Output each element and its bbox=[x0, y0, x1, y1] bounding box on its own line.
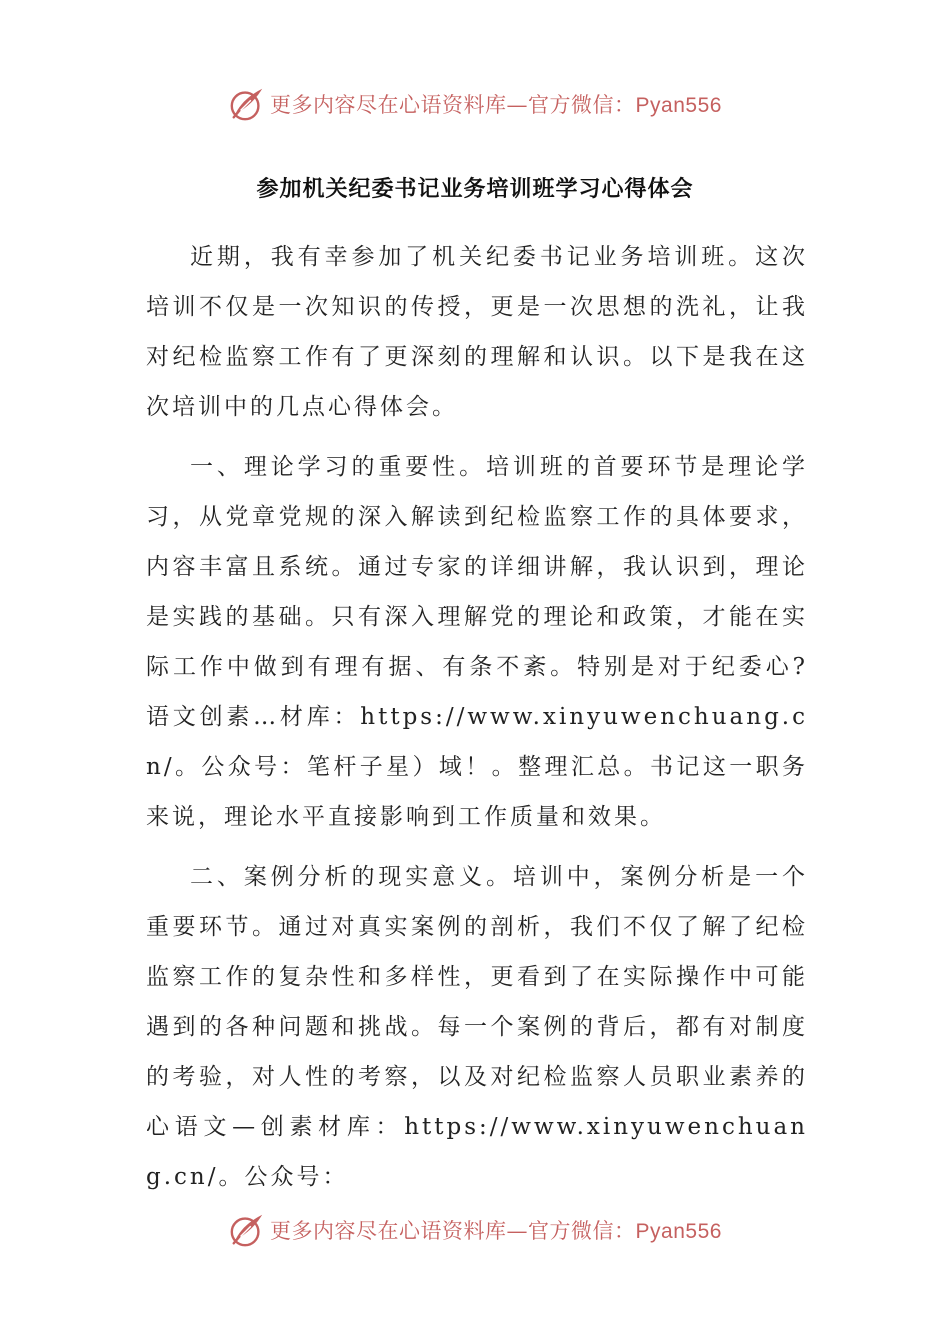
banner-text bbox=[270, 89, 722, 119]
banner-text bbox=[270, 1215, 722, 1245]
banner-label: 更多内容尽在心语资料库—官方微信： bbox=[270, 1219, 636, 1243]
paragraph-case-analysis: 二、案例分析的现实意义。培训中，案例分析是一个重要环节。通过对真实案例的剖析，我们不仅了解了纪检监察工作的复杂性和多样性，更看到了在实际操作中可能遇到的各种问题和挑战。每一个案例的背后，都有对制度的考验，对人性的考察，以及对纪检监察人员职业素养的心语文—创素材库：https://www.xinyuwenchuang.cn/。公众号： bbox=[146, 864, 808, 1190]
banner-label: 更多内容尽在心语资料库—官方微信： bbox=[270, 93, 636, 117]
quill-pen-logo-icon bbox=[228, 85, 266, 123]
footer-banner bbox=[0, 1210, 950, 1250]
header-banner bbox=[0, 84, 950, 124]
document-body bbox=[146, 232, 808, 1212]
banner-wechat-id: Pyan556 bbox=[635, 1220, 722, 1243]
paragraph-intro: 近期，我有幸参加了机关纪委书记业务培训班。这次培训不仅是一次知识的传授，更是一次思想的洗礼，让我对纪检监察工作有了更深刻的理解和认识。以下是我在这次培训中的几点心得体会。 bbox=[146, 244, 808, 420]
banner-wechat-id: Pyan556 bbox=[635, 94, 722, 117]
document-title: 参加机关纪委书记业务培训班学习心得体会 bbox=[256, 177, 694, 202]
quill-pen-logo-icon bbox=[228, 1211, 266, 1249]
paragraph-theory-study: 一、理论学习的重要性。培训班的首要环节是理论学习，从党章党规的深入解读到纪检监察工作的具体要求，内容丰富且系统。通过专家的详细讲解，我认识到，理论是实践的基础。只有深入理解党的理论和政策，才能在实际工作中做到有理有据、有条不紊。特别是对于纪委心?语文创素…材库：https://www.xinyuwenchuang.cn/。公众号：笔杆子星）域！。整理汇总。书记这一职务来说，理论水平直接影响到工作质量和效果。 bbox=[146, 454, 808, 830]
